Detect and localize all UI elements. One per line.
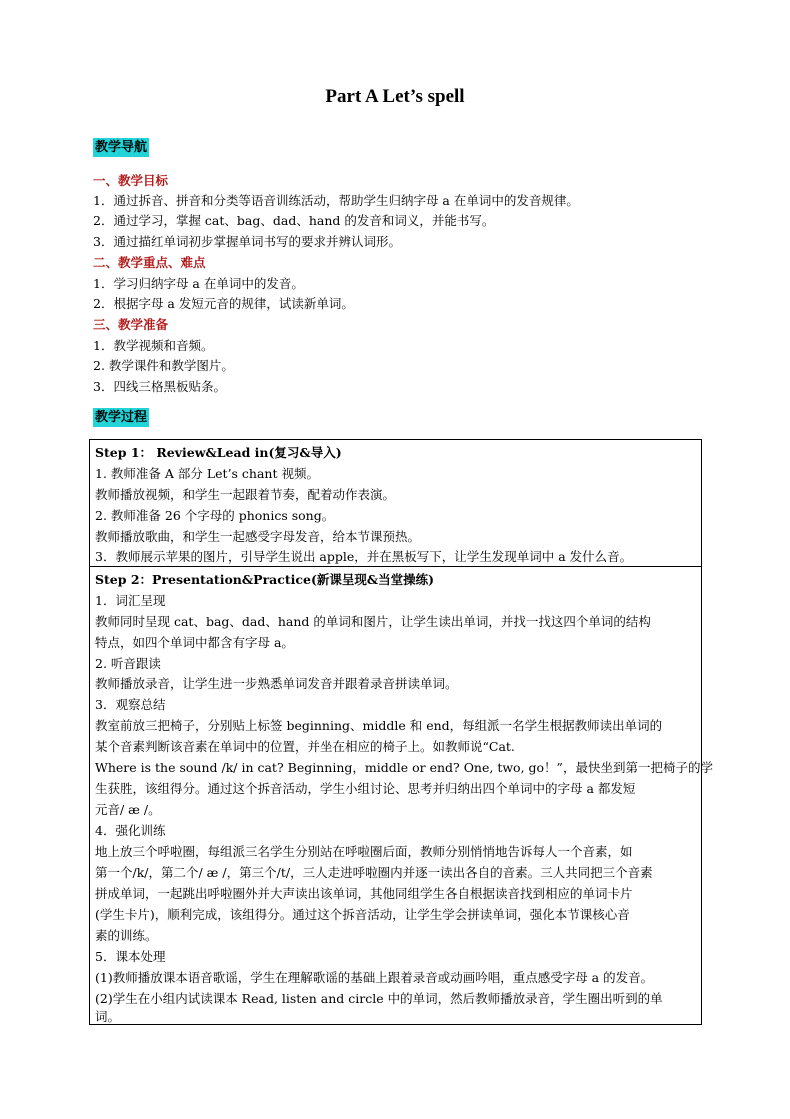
- step2-line: Where is the sound /k/ in cat? Beginning，middle or end? One, two, go！”，最快坐到第一把椅子的学: [95, 760, 713, 775]
- prep-item: 1．教学视频和音频。: [93, 338, 214, 353]
- step1-line: 1. 教师准备 A 部分 Let’s chant 视频。: [95, 466, 319, 481]
- nav-label: 教学导航: [95, 140, 148, 155]
- keypoint-item: 1．学习归纳字母 a 在单词中的发音。: [93, 276, 304, 291]
- step2-line: 教师同时呈现 cat、bag、dad、hand 的单词和图片，让学生读出单词，并找一找这四个单词的结构: [95, 614, 651, 629]
- step2-line: 3．观察总结: [95, 697, 166, 712]
- prep-item: 2. 教学课件和教学图片。: [93, 358, 234, 373]
- step2-line: 教师播放录音，让学生进一步熟悉单词发音并跟着录音拼读单词。: [95, 676, 458, 691]
- step2-line: 特点，如四个单词中都含有字母 a。: [95, 635, 294, 650]
- keypoint-item: 2．根据字母 a 发短元音的规律，试读新单词。: [93, 296, 354, 311]
- step1-line: 教师播放视频，和学生一起跟着节奏，配着动作表演。: [95, 487, 396, 502]
- step2-line: 拼成单词，一起跳出呼啦圈外并大声读出该单词，其他同组学生各自根据读音找到相应的单词卡片: [95, 886, 633, 901]
- goals-heading: 一、教学目标: [93, 173, 169, 188]
- step1-line: 教师播放歌曲，和学生一起感受字母发音，给本节课预热。: [95, 529, 421, 544]
- prep-heading: 三、教学准备: [93, 317, 169, 332]
- step2-line: 地上放三个呼啦圈，每组派三名学生分别站在呼啦圈后面，教师分别悄悄地告诉每人一个音素，如: [95, 844, 633, 859]
- page-title: Part A Let’s spell: [325, 86, 465, 107]
- step2-title: Step 2：Presentation&Practice(新课呈现&当堂操练): [95, 572, 435, 587]
- step1-box: [89, 439, 702, 567]
- step1-line: 2. 教师准备 26 个字母的 phonics song。: [95, 508, 335, 523]
- step2-line: 1．词汇呈现: [95, 593, 166, 608]
- step2-line: 第一个/k/，第二个/ æ /，第三个/t/，三人走进呼啦圈内并逐一读出各自的音素。三人共同把三个音素: [95, 865, 653, 880]
- step2-line: 生获胜，该组得分。通过这个拆音活动，学生小组讨论、思考并归纳出四个单词中的字母 a 都发短: [95, 781, 636, 796]
- step2-line: (学生卡片)，顺利完成，该组得分。通过这个拆音活动，让学生学会拼读单词，强化本节课核心音: [95, 907, 630, 922]
- step1-line: 3．教师展示苹果的图片，引导学生说出 apple，并在黑板写下，让学生发现单词中 a 发什么音。: [95, 549, 633, 564]
- goal-item: 1．通过拆音、拼音和分类等语音训练活动，帮助学生归纳字母 a 在单词中的发音规律。: [93, 193, 579, 208]
- process-label: 教学过程: [95, 410, 148, 425]
- step2-line: 教室前放三把椅子，分别贴上标签 beginning、middle 和 end，每组派一名学生根据教师读出单词的: [95, 718, 663, 733]
- prep-item: 3．四线三格黑板贴条。: [93, 379, 226, 394]
- step2-box: [89, 566, 713, 1025]
- step2-line: (1)教师播放课本语音歌谣，学生在理解歌谣的基础上跟着录音或动画吟唱，重点感受字母 a 的发音。: [95, 970, 654, 985]
- keypoints-heading: 二、教学重点、难点: [93, 255, 206, 270]
- step2-line: (2)学生在小组内试读课本 Read, listen and circle 中的单词，然后教师播放录音，学生圈出听到的单: [95, 991, 663, 1006]
- step2-line: 5．课本处理: [95, 949, 166, 964]
- step2-line: 2. 听音跟读: [95, 656, 161, 671]
- step2-line: 素的训练。: [95, 928, 158, 943]
- step1-title: Step 1： Review&Lead in(复习&导入): [95, 445, 342, 460]
- step2-line: 某个音素判断该音素在单词中的位置，并坐在相应的椅子上。如教师说“Cat.: [95, 739, 515, 754]
- goal-item: 3．通过描红单词初步掌握单词书写的要求并辨认词形。: [93, 234, 401, 249]
- step2-line: 词。: [95, 1009, 121, 1024]
- step2-line: 4．强化训练: [95, 823, 166, 838]
- step2-line: 元音/ æ /。: [95, 802, 161, 817]
- goal-item: 2．通过学习，掌握 cat、bag、dad、hand 的发音和词义，并能书写。: [93, 213, 495, 228]
